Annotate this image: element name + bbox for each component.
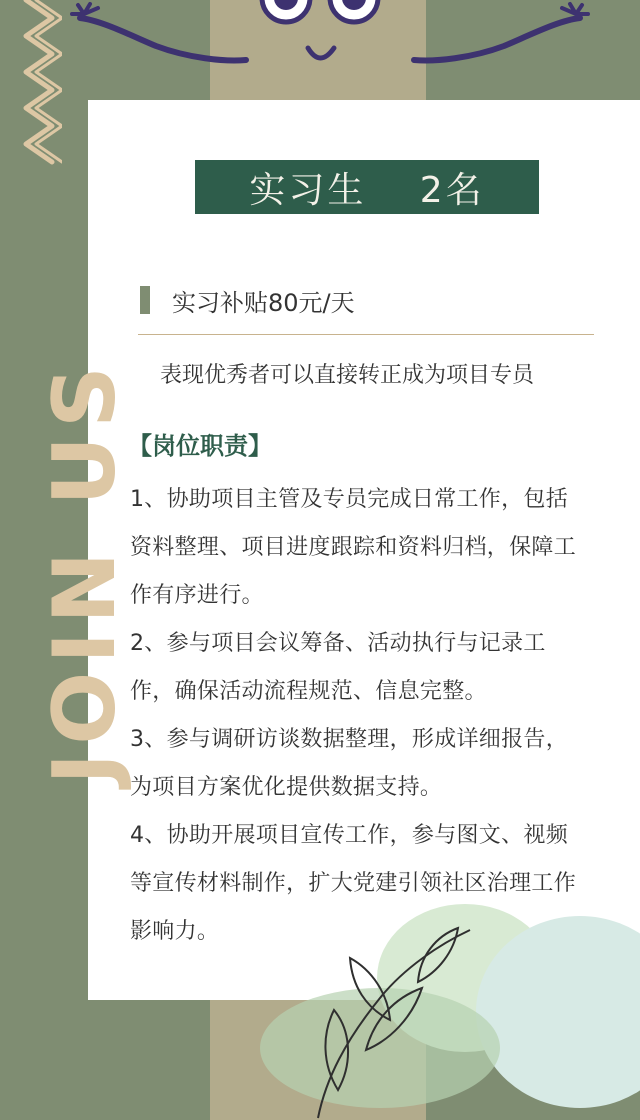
- duty-line: 作有序进行。: [130, 583, 264, 608]
- subsidy-marker-icon: [140, 286, 150, 314]
- duty-line: 等宣传材料制作，扩大党建引领社区治理工作: [130, 871, 577, 896]
- join-us-decoration: [28, 350, 135, 820]
- duty-line: 4、协助开展项目宣传工作，参与图文、视频: [130, 823, 568, 848]
- duty-line: 作，确保活动流程规范、信息完整。: [130, 679, 487, 704]
- subsidy-text: 实习补贴80元/天: [172, 288, 355, 317]
- page-title: 实习生 2名: [195, 160, 539, 214]
- divider: [138, 334, 594, 335]
- duty-line: 3、参与调研访谈数据整理，形成详细报告，: [130, 727, 568, 752]
- duty-line: 资料整理、项目进度跟踪和资料归档，保障工: [130, 535, 577, 560]
- highlight-text: 表现优秀者可以直接转正成为项目专员: [160, 363, 535, 388]
- join-us-text: JOIN US: [35, 358, 135, 785]
- subsidy-row: [140, 282, 600, 318]
- section-title: 【岗位职责】: [128, 432, 272, 460]
- zigzag-decoration-icon: [18, 0, 62, 170]
- mascot-face-icon: [258, 0, 382, 90]
- duty-line: 为项目方案优化提供数据支持。: [130, 775, 443, 800]
- duty-line: 影响力。: [130, 919, 220, 944]
- duty-line: 2、参与项目会议筹备、活动执行与记录工: [130, 631, 546, 656]
- duty-line: 1、协助项目主管及专员完成日常工作，包括: [130, 487, 568, 512]
